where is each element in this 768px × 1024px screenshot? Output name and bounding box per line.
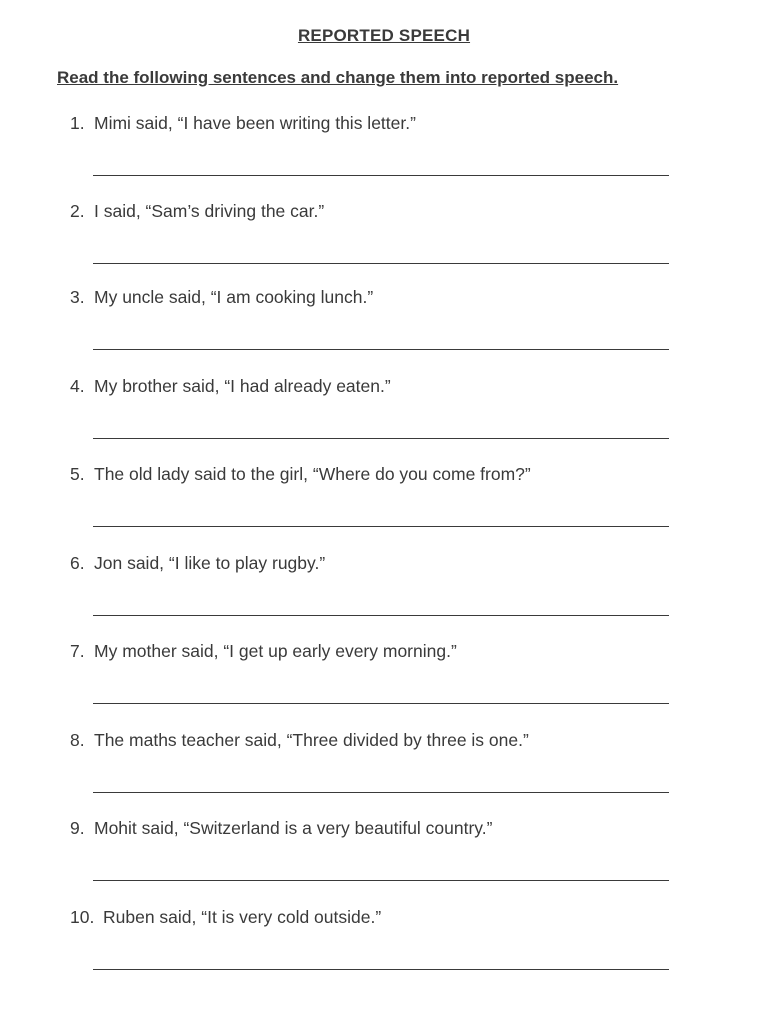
question-number: 3. xyxy=(70,287,85,307)
answer-line[interactable] xyxy=(93,438,669,439)
answer-line[interactable] xyxy=(93,526,669,527)
question-text: I said, “Sam’s driving the car.” xyxy=(94,201,325,221)
question-number: 8. xyxy=(70,730,85,750)
question-number: 7. xyxy=(70,641,85,661)
question-text: Jon said, “I like to play rugby.” xyxy=(94,553,326,573)
instruction-text: Read the following sentences and change them into reported speech. xyxy=(57,68,619,87)
answer-line[interactable] xyxy=(93,880,669,881)
question-number: 1. xyxy=(70,113,85,133)
question-number: 6. xyxy=(70,553,85,573)
answer-line[interactable] xyxy=(93,792,669,793)
answer-line[interactable] xyxy=(93,263,669,264)
question-text: Ruben said, “It is very cold outside.” xyxy=(103,907,382,927)
question-number: 10. xyxy=(70,907,95,927)
answer-line[interactable] xyxy=(93,349,669,350)
question-number: 2. xyxy=(70,201,85,221)
question-number: 4. xyxy=(70,376,85,396)
question-text: My brother said, “I had already eaten.” xyxy=(94,376,391,396)
answer-line[interactable] xyxy=(93,703,669,704)
question-text: Mohit said, “Switzerland is a very beautiful country.” xyxy=(94,818,493,838)
page-title: REPORTED SPEECH xyxy=(297,26,471,45)
answer-line[interactable] xyxy=(93,175,669,176)
question-text: My uncle said, “I am cooking lunch.” xyxy=(94,287,374,307)
question-text: My mother said, “I get up early every morning.” xyxy=(94,641,457,661)
question-number: 9. xyxy=(70,818,85,838)
question-text: Mimi said, “I have been writing this letter.” xyxy=(94,113,416,133)
answer-line[interactable] xyxy=(93,615,669,616)
question-text: The old lady said to the girl, “Where do you come from?” xyxy=(94,464,531,484)
question-number: 5. xyxy=(70,464,85,484)
answer-line[interactable] xyxy=(93,969,669,970)
question-text: The maths teacher said, “Three divided by three is one.” xyxy=(94,730,529,750)
